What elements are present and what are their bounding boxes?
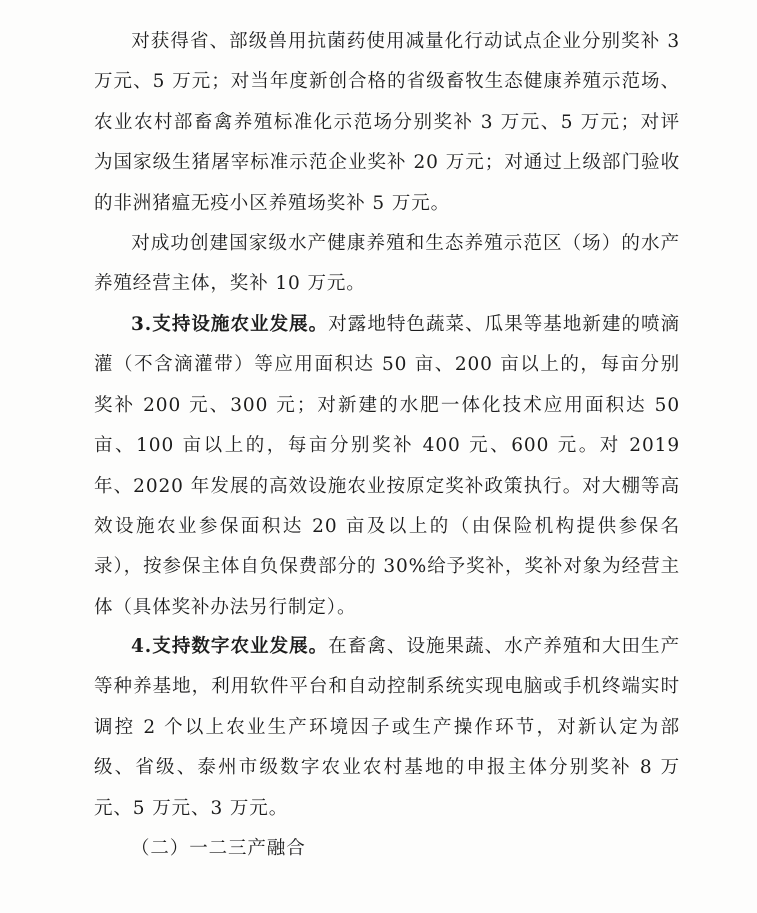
section-heading-facility-agriculture: 3.支持设施农业发展。 xyxy=(131,314,329,335)
section-heading-industry-integration xyxy=(94,829,680,869)
paragraph-text: 在畜禽、设施果蔬、水产养殖和大田生产等种养基地，利用软件平台和自动控制系统实现电脑或手机终端实时调控 2 个以上农业生产环境因子或生产操作环节，对新认定为部级、省级、泰州市级数字农业农村基地的申报主体分别奖补 8 万元、5 万元、3 万元。 xyxy=(94,636,681,819)
paragraph-text: 对成功创建国家级水产健康养殖和生态养殖示范区（场）的水产养殖经营主体，奖补 10 万元。 xyxy=(94,233,680,295)
paragraph-aquaculture-subsidy xyxy=(94,224,680,305)
section-heading-digital-agriculture: 4.支持数字农业发展。 xyxy=(131,636,329,657)
paragraph-digital-agriculture xyxy=(94,627,680,829)
paragraph-text: 对露地特色蔬菜、瓜果等基地新建的喷滴灌（不含滴灌带）等应用面积达 50 亩、200 亩以上的，每亩分别奖补 200 元、300 元；对新建的水肥一体化技术应用面积达 50 亩、100 亩以上的，每亩分别奖补 400 元、600 元。对 2019 年、2020 年发展的高效设施农业按原定奖补政策执行。对大棚等高效设施农业参保面积达 20 亩及以上的（由保险机构提供参保名录），按参保主体自负保费部分的 30%给予奖补，奖补对象为经营主体（具体奖补办法另行制定）。 xyxy=(94,314,681,618)
paragraph-text: （二）一二三产融合 xyxy=(131,838,306,859)
paragraph-facility-agriculture xyxy=(94,305,680,628)
paragraph-livestock-subsidies xyxy=(94,22,680,224)
paragraph-text: 对获得省、部级兽用抗菌药使用减量化行动试点企业分别奖补 3 万元、5 万元；对当年度新创合格的省级畜牧生态健康养殖示范场、农业农村部畜禽养殖标准化示范场分别奖补 3 万元、5 万元；对评为国家级生猪屠宰标准示范企业奖补 20 万元；对通过上级部门验收的非洲猪瘟无疫小区养殖场奖补 5 万元。 xyxy=(94,31,680,214)
